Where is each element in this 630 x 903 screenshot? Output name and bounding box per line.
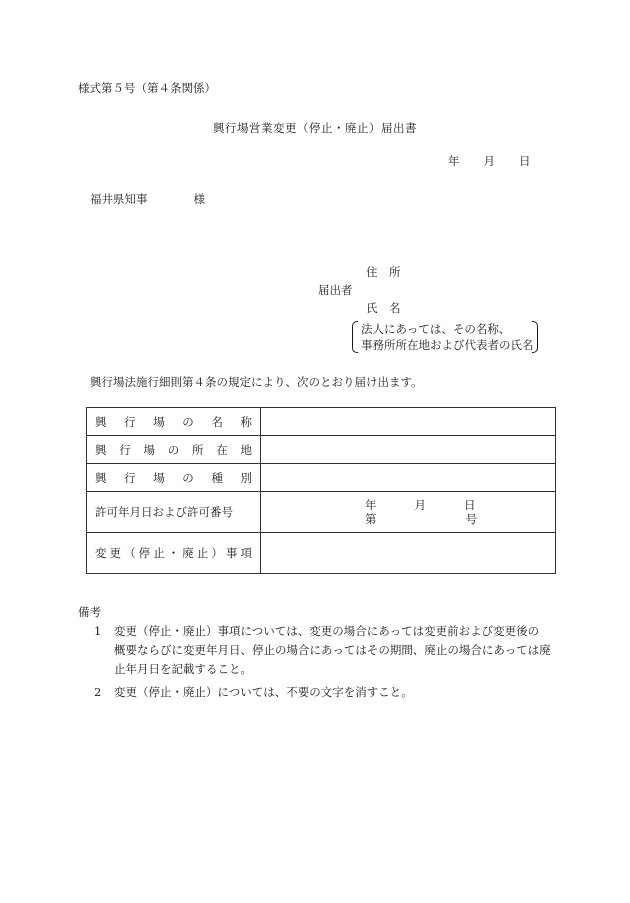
name-label: 氏 名 — [366, 301, 401, 315]
label-char: の — [167, 442, 180, 457]
addressee — [90, 191, 205, 207]
label-char: ・ — [167, 546, 180, 560]
label-char: ） — [211, 546, 223, 560]
permit-day: 日 — [464, 498, 476, 512]
label-char: 種 — [211, 470, 223, 485]
permit-date-line — [261, 498, 555, 512]
remark-body — [114, 622, 564, 679]
venue-location-label — [87, 436, 261, 464]
permit-year: 年 — [365, 498, 377, 512]
corporate-note-line: 法人にあっては、その名称、 — [361, 322, 511, 336]
remark-number: 1 — [94, 624, 102, 638]
label-char: 所 — [192, 442, 204, 457]
label-char: 変 — [95, 546, 107, 560]
label-char: 地 — [240, 442, 252, 457]
label-char: の — [182, 470, 194, 485]
remark-number: 2 — [94, 685, 102, 699]
label-char: 項 — [240, 546, 252, 560]
permit-month: 月 — [414, 498, 426, 512]
label-char: 興 — [95, 414, 107, 429]
permit-number-prefix: 第 — [365, 512, 377, 526]
label-char: （ — [124, 546, 136, 560]
remarks-title: 備考 — [78, 605, 101, 619]
label-char: 場 — [143, 442, 155, 457]
permit-number-suffix: 号 — [465, 512, 477, 526]
venue-name-label — [87, 408, 261, 436]
remark-item — [94, 622, 564, 679]
label-char: 事 — [225, 546, 238, 560]
remark-body — [114, 683, 564, 702]
label-spread — [95, 414, 252, 430]
date-day: 日 — [519, 154, 531, 168]
label-char: 興 — [95, 470, 107, 485]
address-label: 住 所 — [366, 265, 401, 279]
corporate-note-line: 事務所所在地および代表者の氏名 — [361, 338, 534, 352]
table-row — [87, 464, 556, 492]
remark-line: 変更（停止・廃止）事項については、変更の場合にあっては変更前および変更後の — [114, 624, 540, 638]
submitter-label: 届出者 — [318, 283, 353, 297]
label-char: 名 — [211, 414, 223, 429]
form-number: 様式第５号（第４条関係） — [78, 81, 216, 95]
change-details-label — [87, 533, 261, 574]
left-bracket — [352, 321, 358, 353]
addressee-honorific: 様 — [193, 192, 205, 206]
remark-line: 止年月日を記載すること。 — [114, 662, 252, 676]
venue-type-field[interactable] — [261, 464, 556, 492]
venue-type-label — [87, 464, 261, 492]
venue-name-field[interactable] — [261, 408, 556, 436]
label-spread — [95, 545, 252, 561]
intro-statement: 興行場法施行細則第４条の規定により、次のとおり届け出ます。 — [90, 375, 423, 389]
label-char: 停 — [138, 546, 151, 560]
label-char: の — [182, 414, 194, 429]
permit-number-line — [261, 512, 555, 526]
label-char: 行 — [124, 470, 136, 485]
label-spread — [95, 442, 252, 458]
label-char: 場 — [153, 414, 165, 429]
info-table — [86, 407, 556, 574]
document-title: 興行場営業変更（停止・廃止）届出書 — [213, 121, 417, 135]
label-char: 別 — [240, 470, 252, 485]
change-details-field[interactable] — [261, 533, 556, 574]
remark-line: 変更（停止・廃止）については、不要の文字を消すこと。 — [114, 685, 413, 699]
label-char: 行 — [119, 442, 131, 457]
corporate-note — [352, 321, 538, 353]
remark-item — [94, 683, 564, 702]
date-year: 年 — [448, 154, 460, 168]
venue-location-field[interactable] — [261, 436, 556, 464]
remark-line: 概要ならびに変更年月日、停止の場合にあってはその期間、廃止の場合にあっては廃 — [114, 643, 551, 657]
label-char: 称 — [240, 414, 252, 429]
table-row — [87, 408, 556, 436]
date-line — [448, 153, 531, 169]
label-char: 更 — [109, 546, 122, 560]
date-month: 月 — [483, 154, 495, 168]
table-row — [87, 492, 556, 533]
permit-field[interactable] — [261, 492, 556, 533]
label-char: 在 — [216, 442, 228, 457]
label-char: 止 — [196, 546, 209, 560]
table-row — [87, 533, 556, 574]
label-char: 興 — [95, 442, 107, 457]
permit-label: 許可年月日および許可番号 — [87, 492, 261, 533]
label-char: 止 — [153, 546, 165, 560]
label-char: 廃 — [182, 546, 194, 560]
label-spread — [95, 470, 252, 486]
addressee-name: 福井県知事 — [90, 192, 148, 206]
corporate-note-text — [361, 321, 534, 353]
label-char: 行 — [124, 414, 136, 429]
table-row — [87, 436, 556, 464]
right-bracket — [532, 321, 538, 353]
label-char: 場 — [153, 470, 165, 485]
